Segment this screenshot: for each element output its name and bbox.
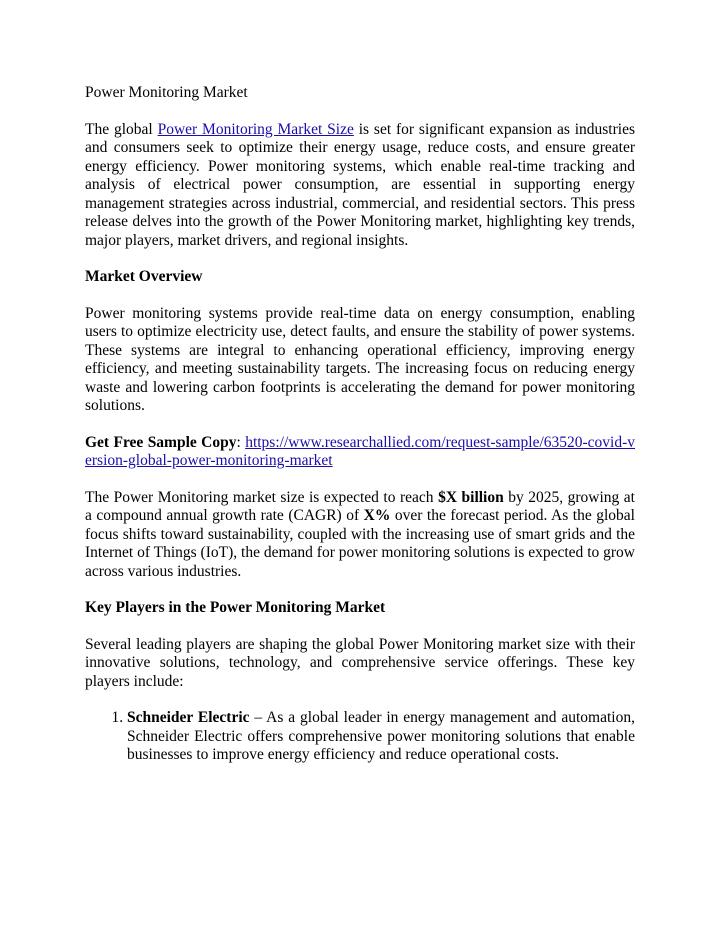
list-item: [127, 709, 635, 765]
market-size-text-3: over the forecast period. As the global focus shifts toward sustainability, coupled with the increasing use of smart grids and the Internet of Things (IoT), the demand for power monitoring solutions is expected to grow across various industries.: [85, 507, 635, 580]
intro-paragraph: [85, 121, 635, 251]
player-name: Schneider Electric: [127, 709, 250, 726]
players-heading: Key Players in the Power Monitoring Market: [85, 599, 386, 616]
intro-text-before: The global: [85, 120, 158, 138]
sample-copy-label: Get Free Sample Copy: [85, 433, 237, 451]
players-intro-paragraph: Several leading players are shaping the global Power Monitoring market size with their innovative solutions, technology, and comprehensive service offerings. These key players include:: [85, 635, 635, 690]
overview-heading: Market Overview: [85, 268, 203, 285]
sample-copy-colon: :: [236, 433, 246, 451]
document-title: Power Monitoring Market: [85, 84, 248, 101]
market-size-text-2: by 2025, growing at a compound annual growth rate (CAGR) of: [85, 488, 635, 524]
market-size-paragraph: [85, 489, 635, 582]
overview-paragraph: Power monitoring systems provide real-time data on energy consumption, enabling users to optimize electricity use, detect faults, and ensure the stability of power systems. These systems are integral to enhancing operational efficiency, improving energy efficiency, and meeting sustainability targets. The increasing focus on reducing energy waste and lowering carbon footprints is accelerating the demand for power monitoring solutions.: [85, 304, 635, 414]
market-size-text-1: The Power Monitoring market size is expected to reach: [85, 488, 439, 506]
intro-text-after: is set for significant expansion as industries and consumers seek to optimize their energy usage, reduce costs, and ensure greater energy efficiency. Power monitoring systems, which enable real-time tracking and analysis of electrical power consumption, are essential in supporting energy management strategies across industrial, commercial, and residential sectors. This press release delves into the growth of the Power Monitoring market, highlighting key trends, major players, market drivers, and regional insights.: [85, 120, 635, 249]
document-page: [85, 84, 635, 765]
sample-copy-link[interactable]: https://www.researchallied.com/request-sample/63520-covid-version-global-power-monitoring-market: [85, 433, 636, 469]
sample-copy-paragraph: [85, 434, 635, 471]
cagr-value: X%: [363, 507, 391, 524]
market-size-link[interactable]: Power Monitoring Market Size: [157, 120, 354, 138]
market-size-value: $X billion: [438, 488, 504, 506]
player-description: – As a global leader in energy management and automation, Schneider Electric offers comprehensive power monitoring solutions that enable businesses to improve energy efficiency and reduce operational costs.: [127, 709, 635, 763]
players-list: [85, 709, 635, 765]
